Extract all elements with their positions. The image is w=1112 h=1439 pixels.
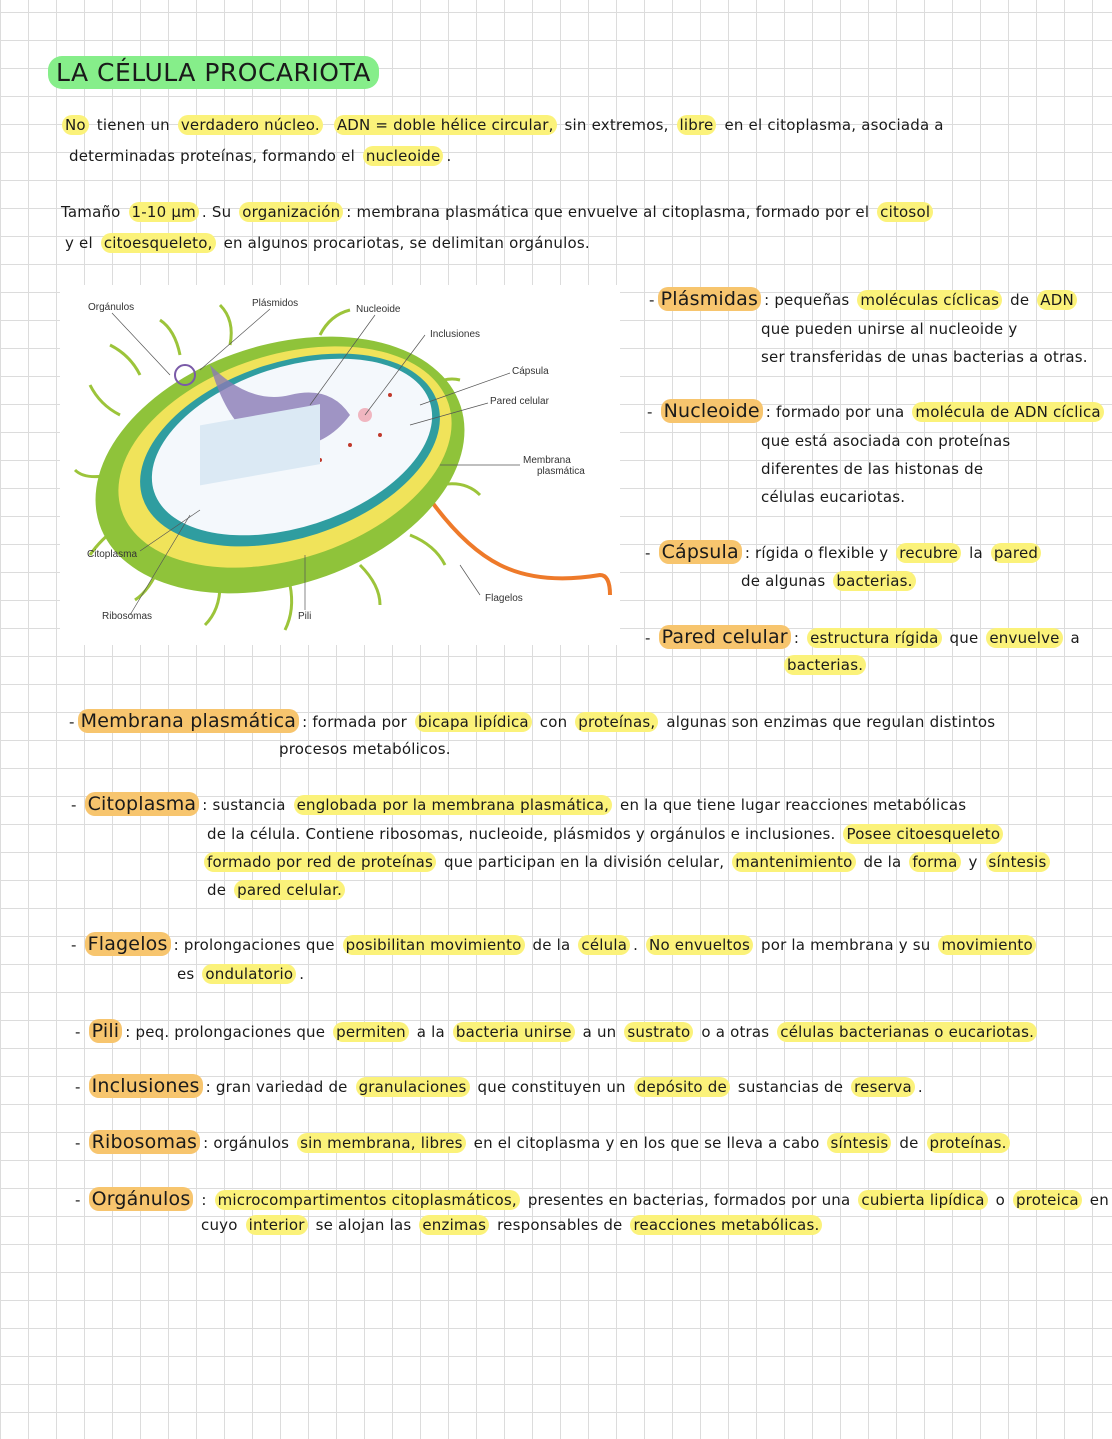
highlighted-text: sin membrana, libres — [297, 1133, 466, 1153]
note-line-size-1 — [58, 203, 933, 221]
label-nucleoide: Nucleoide — [356, 304, 401, 315]
note-line-plasmidos-3 — [758, 348, 1091, 366]
flagellum-icon — [420, 485, 610, 595]
note-text: células eucariotas. — [761, 488, 906, 506]
highlighted-text: organización — [239, 202, 343, 222]
note-text: de — [894, 1134, 924, 1152]
note-text: de algunas — [741, 572, 831, 590]
highlighted-text: mantenimiento — [732, 852, 855, 872]
note-line-nucleoide-4 — [758, 488, 908, 506]
highlighted-text: bacterias. — [833, 571, 915, 591]
note-text: o a otras — [696, 1023, 775, 1041]
note-text: - — [645, 544, 656, 562]
highlighted-text: enzimas — [419, 1215, 489, 1235]
note-text: es — [177, 965, 200, 983]
highlighted-text: células bacterianas o eucariotas. — [777, 1022, 1037, 1042]
note-text: se alojan las — [310, 1216, 417, 1234]
note-text: que — [944, 629, 984, 647]
note-text: . — [299, 965, 305, 983]
label-citoplasma: Citoplasma — [87, 549, 138, 560]
highlighted-text: libre — [677, 115, 717, 135]
note-text: : — [196, 1191, 212, 1209]
note-text: procesos metabólicos. — [279, 740, 451, 758]
highlighted-text: permiten — [333, 1022, 409, 1042]
note-text: : sustancia — [202, 796, 291, 814]
label-pared-celular: Pared celular — [490, 396, 549, 407]
term-heading: Plásmidas — [658, 287, 761, 311]
note-line-organulos-2 — [198, 1216, 822, 1234]
note-text: que está asociada con proteínas — [761, 432, 1011, 450]
term-heading: Flagelos — [85, 932, 171, 956]
note-line-pared-2 — [784, 656, 866, 674]
highlighted-text: posibilitan movimiento — [343, 935, 525, 955]
highlighted-text: pared — [991, 543, 1041, 563]
note-text: . Su — [201, 203, 237, 221]
term-heading: Pili — [89, 1019, 123, 1043]
term-heading: Nucleoide — [661, 399, 763, 423]
note-line-intro-1 — [62, 116, 947, 134]
highlighted-text: pared celular. — [234, 880, 345, 900]
note-text: - — [71, 796, 82, 814]
label-plasmidos: Plásmidos — [252, 298, 299, 309]
term-heading: Ribosomas — [89, 1130, 201, 1154]
note-line-nucleoide-3 — [758, 460, 986, 478]
note-text: - — [645, 629, 656, 647]
note-text: de la — [858, 853, 907, 871]
highlighted-text: célula — [578, 935, 630, 955]
highlighted-text: sustrato — [624, 1022, 693, 1042]
highlighted-text: proteínas. — [927, 1133, 1010, 1153]
highlighted-text: No envueltos — [646, 935, 753, 955]
highlighted-text: nucleoide — [363, 146, 444, 166]
note-text: . — [446, 147, 452, 165]
note-line-membrana-2 — [276, 740, 454, 758]
label-inclusiones: Inclusiones — [430, 329, 481, 340]
highlighted-text: proteínas, — [575, 712, 658, 732]
note-line-nucleoide-2 — [758, 432, 1013, 450]
note-line-inclusiones-1 — [72, 1075, 926, 1097]
highlighted-text: proteica — [1013, 1190, 1082, 1210]
note-text: a la — [411, 1023, 450, 1041]
note-text: a un — [577, 1023, 622, 1041]
term-heading: Pared celular — [659, 625, 791, 649]
highlighted-text: reserva — [851, 1077, 915, 1097]
term-heading: Membrana plasmática — [78, 709, 299, 733]
note-text: - — [75, 1191, 86, 1209]
highlighted-text: estructura rígida — [807, 628, 942, 648]
note-text: o — [990, 1191, 1010, 1209]
highlighted-text: bacterias. — [784, 655, 866, 675]
note-text: - — [647, 403, 658, 421]
note-text: - — [75, 1078, 86, 1096]
note-text: a — [1065, 629, 1080, 647]
note-text: cuyo — [201, 1216, 243, 1234]
highlighted-text: No — [62, 115, 89, 135]
note-line-capsula-2 — [738, 572, 916, 590]
note-line-membrana-1 — [66, 710, 998, 732]
note-text: y el — [65, 234, 98, 252]
note-line-intro-2 — [66, 147, 454, 165]
label-ribosomas: Ribosomas — [102, 611, 153, 622]
note-text: : formado por una — [765, 403, 910, 421]
note-text: de la — [527, 936, 576, 954]
note-text: de la célula. Contiene ribosomas, nucleoide, plásmidos y orgánulos e inclusiones. — [207, 825, 841, 843]
label-capsula: Cápsula — [512, 366, 549, 377]
highlighted-text: depósito de — [634, 1077, 730, 1097]
note-text: : gran variedad de — [205, 1078, 353, 1096]
note-text: - — [69, 713, 75, 731]
note-text: . — [633, 936, 644, 954]
highlighted-text: reacciones metabólicas. — [630, 1215, 822, 1235]
note-text: que participan en la división celular, — [439, 853, 730, 871]
highlighted-text: ADN — [1037, 290, 1077, 310]
note-line-pili-1 — [72, 1020, 1037, 1042]
note-line-capsula-1 — [642, 541, 1041, 563]
note-text: ser transferidas de unas bacterias a otras. — [761, 348, 1088, 366]
note-text: que pueden unirse al nucleoide y — [761, 320, 1018, 338]
note-text: : pequeñas — [764, 291, 855, 309]
note-text: - — [75, 1023, 86, 1041]
note-line-flagelos-1 — [68, 933, 1036, 955]
note-line-citoplasma-4 — [204, 881, 345, 899]
highlighted-text: cubierta lipídica — [858, 1190, 987, 1210]
highlighted-text: movimiento — [938, 935, 1035, 955]
note-text: - — [649, 291, 655, 309]
label-organulos: Orgánulos — [88, 302, 135, 313]
note-text: . — [917, 1078, 923, 1096]
highlighted-text: envuelve — [986, 628, 1062, 648]
note-text: en el citoplasma y en los que se lleva a cabo — [468, 1134, 825, 1152]
note-line-pared-1 — [642, 626, 1083, 648]
highlighted-text: recubre — [896, 543, 961, 563]
highlighted-text: citosol — [877, 202, 933, 222]
highlighted-text: 1-10 µm — [129, 202, 199, 222]
note-text: responsables de — [492, 1216, 628, 1234]
note-text — [323, 115, 334, 135]
highlighted-text: síntesis — [986, 852, 1050, 872]
note-line-citoplasma-2 — [204, 825, 1003, 843]
highlighted-text: interior — [246, 1215, 308, 1235]
note-text: por la membrana y su — [756, 936, 936, 954]
note-text: : — [793, 629, 805, 647]
highlighted-text: síntesis — [827, 1133, 891, 1153]
page-title: LA CÉLULA PROCARIOTA — [48, 56, 379, 89]
highlighted-text: moléculas cíclicas — [857, 290, 1002, 310]
note-text: diferentes de las histonas de — [761, 460, 984, 478]
note-text: en el citoplasma, asociada a — [719, 116, 944, 134]
note-line-organulos-1 — [72, 1188, 1112, 1210]
note-text: presentes en bacterias, formados por una — [522, 1191, 856, 1209]
note-text: : membrana plasmática que envuelve al citoplasma, formado por el — [346, 203, 875, 221]
note-line-flagelos-2 — [174, 965, 307, 983]
note-text: : peq. prolongaciones que — [125, 1023, 331, 1041]
note-text: con — [534, 713, 573, 731]
term-heading: Cápsula — [659, 540, 742, 564]
note-line-size-2 — [62, 234, 593, 252]
label-membrana: Membrana — [523, 455, 571, 466]
highlighted-text: Posee citoesqueleto — [843, 824, 1003, 844]
highlighted-text: bicapa lipídica — [415, 712, 532, 732]
highlighted-text: ondulatorio — [202, 964, 296, 984]
note-text: sin extremos, — [559, 116, 674, 134]
term-heading: Inclusiones — [89, 1074, 203, 1098]
note-text: : formada por — [302, 713, 413, 731]
label-flagelos: Flagelos — [485, 593, 523, 604]
note-text: - — [71, 936, 82, 954]
note-line-citoplasma-3 — [204, 853, 1050, 871]
note-text: en la que tiene lugar reacciones metabólicas — [615, 796, 967, 814]
note-text: : rígida o flexible y — [744, 544, 894, 562]
note-line-ribosomas-1 — [72, 1131, 1010, 1153]
label-plasmatica: plasmática — [537, 466, 585, 477]
note-text: en algunos procariotas, se delimitan orgánulos. — [218, 234, 590, 252]
note-text: que constituyen un — [472, 1078, 631, 1096]
highlighted-text: forma — [909, 852, 960, 872]
note-text: determinadas proteínas, formando el — [69, 147, 360, 165]
term-heading: Citoplasma — [85, 792, 200, 816]
note-text: : orgánulos — [203, 1134, 295, 1152]
note-line-plasmidos-1 — [646, 288, 1077, 310]
note-line-plasmidos-2 — [758, 320, 1020, 338]
highlighted-text: englobada por la membrana plasmática, — [294, 795, 613, 815]
label-pili: Pili — [298, 611, 312, 622]
note-text: y — [963, 853, 983, 871]
highlighted-text: ADN = doble hélice circular, — [334, 115, 557, 135]
note-line-citoplasma-1 — [68, 793, 969, 815]
note-text: en — [1084, 1191, 1109, 1209]
highlighted-text: formado por red de proteínas — [204, 852, 436, 872]
note-text: algunas son enzimas que regulan distintos — [661, 713, 996, 731]
note-text: Tamaño — [61, 203, 126, 221]
note-line-nucleoide-1 — [644, 400, 1104, 422]
note-text: : prolongaciones que — [173, 936, 340, 954]
highlighted-text: granulaciones — [356, 1077, 470, 1097]
note-text: tienen un — [91, 116, 175, 134]
prokaryotic-cell-diagram — [60, 285, 620, 645]
note-text: de — [1005, 291, 1035, 309]
note-text: de — [207, 881, 232, 899]
highlighted-text: citoesqueleto, — [101, 233, 216, 253]
note-text: sustancias de — [732, 1078, 849, 1096]
note-text: - — [75, 1134, 86, 1152]
highlighted-text: verdadero núcleo. — [178, 115, 323, 135]
highlighted-text: molécula de ADN cíclica — [912, 402, 1103, 422]
highlighted-text: microcompartimentos citoplasmáticos, — [215, 1190, 520, 1210]
highlighted-text: bacteria unirse — [453, 1022, 575, 1042]
note-text: la — [964, 544, 988, 562]
term-heading: Orgánulos — [89, 1187, 194, 1211]
